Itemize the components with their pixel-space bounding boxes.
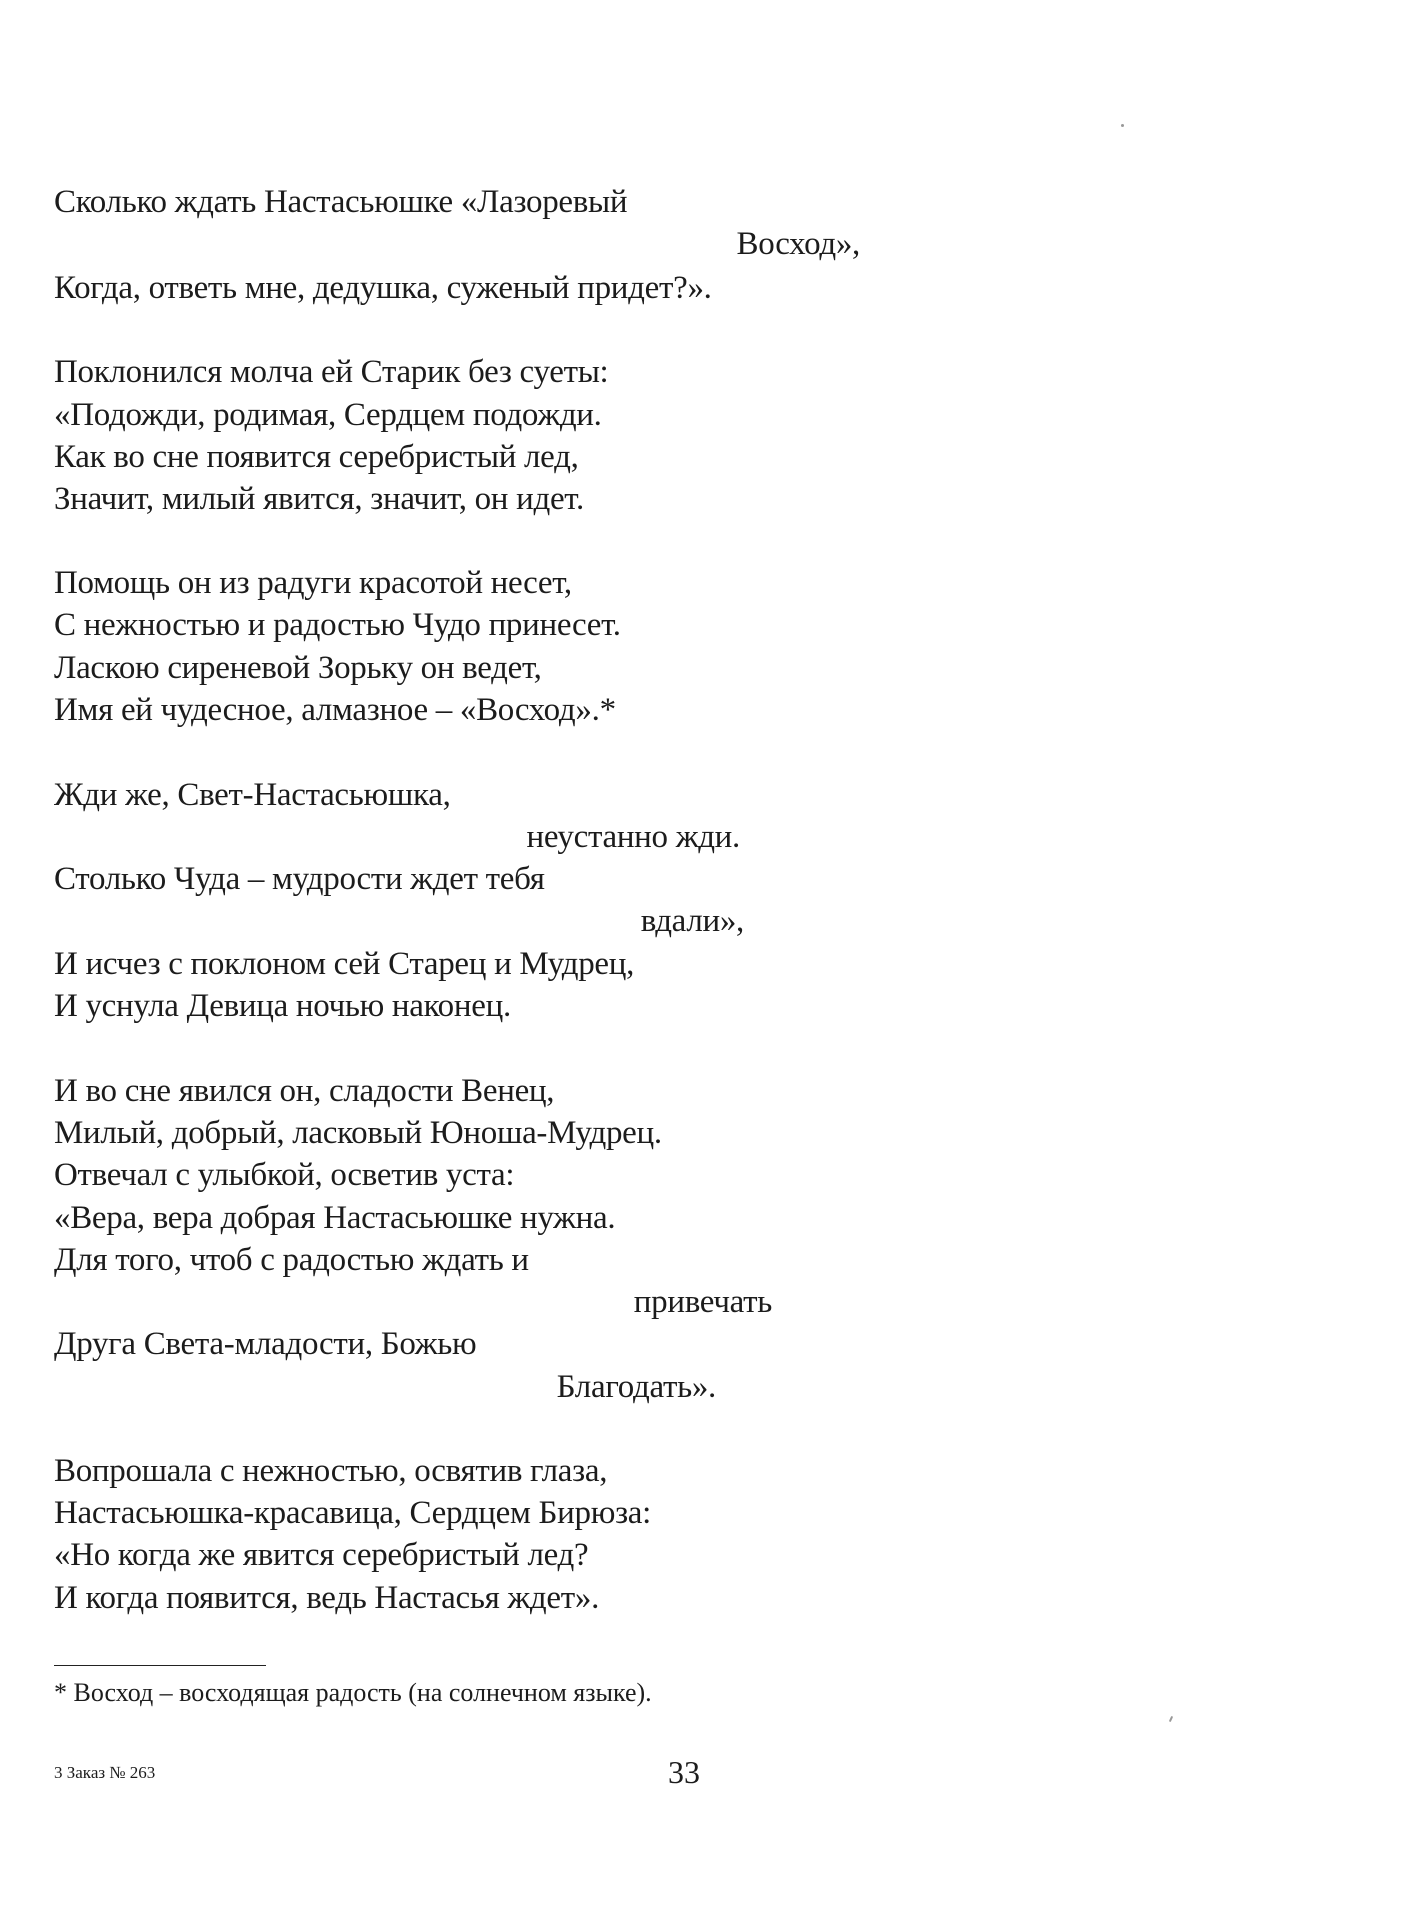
poem-line: Столько Чуда – мудрости ждет тебя [54,861,545,897]
poem-line: И во сне явился он, сладости Венец, [54,1073,555,1109]
footnote-divider [54,1665,266,1666]
poem-line: Друга Света-младости, Божью [54,1326,477,1362]
poem-line: Отвечал с улыбкой, осветив уста: [54,1157,515,1193]
printer-signature: 3 Заказ № 263 [54,1763,156,1782]
poem-line: Имя ей чудесное, алмазное – «Восход».* [54,692,616,728]
footnote: * Восход – восходящая радость (на солнечном языке). [54,1678,652,1707]
poem-line: И исчез с поклоном сей Старец и Мудрец, [54,946,635,982]
page-number: 33 [668,1754,700,1790]
poem-line: Как во сне появится серебристый лед, [54,439,579,475]
poem-line: Благодать». [556,1369,716,1405]
poem-line: Значит, милый явится, значит, он идет. [54,481,584,517]
poem-line: «Вера, вера добрая Настасьюшке нужна. [54,1200,616,1236]
poem-line: привечать [633,1284,772,1320]
poem-line: Вопрошала с нежностью, освятив глаза, [54,1453,608,1489]
poem-line: Сколько ждать Настасьюшке «Лазоревый [54,184,628,220]
poem-line: Когда, ответь мне, дедушка, суженый придет?». [54,270,712,306]
poem-line: Ласкою сиреневой Зорьку он ведет, [54,650,542,686]
poem-line: Помощь он из радуги красотой несет, [54,565,572,601]
poem-line: «Но когда же явится серебристый лед? [54,1537,589,1573]
poem-line: Милый, добрый, ласковый Юноша-Мудрец. [54,1115,662,1151]
poem-line: Для того, чтоб с радостью ждать и [54,1242,529,1278]
poem-line: И уснула Девица ночью наконец. [54,988,511,1024]
scan-speck [1121,124,1124,127]
poem-line: неустанно жди. [526,819,740,855]
poem-line: Восход», [736,226,860,262]
poem-line: Настасьюшка-красавица, Сердцем Бирюза: [54,1495,652,1531]
poem-line: «Подожди, родимая, Сердцем подожди. [54,397,602,433]
poem-line: Поклонился молча ей Старик без суеты: [54,354,609,390]
poem-line: И когда появится, ведь Настасья ждет». [54,1580,600,1616]
scan-speck [1169,1716,1173,1722]
poem-line: Жди же, Свет-Настасьюшка, [54,777,451,813]
poem-line: С нежностью и радостью Чудо принесет. [54,607,621,643]
poem-line: вдали», [640,903,744,939]
